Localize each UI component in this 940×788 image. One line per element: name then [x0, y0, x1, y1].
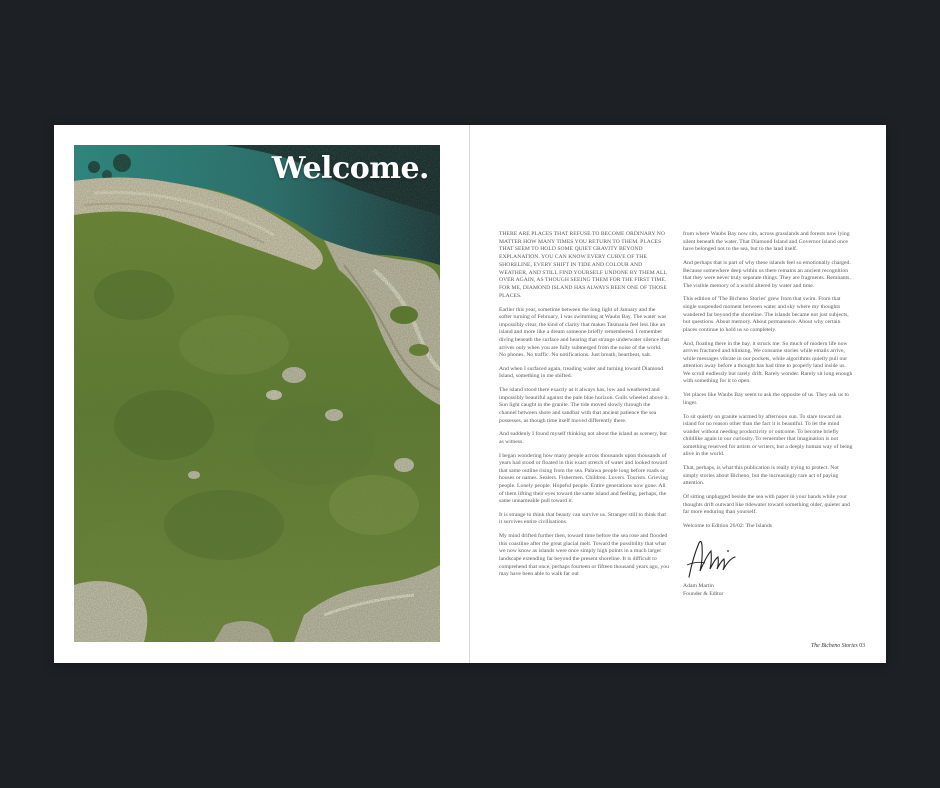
right-page: [470, 125, 886, 663]
article-paragraph: My mind drifted further then, toward time before the sea rose and flooded this coastline after the great glacial melt. Toward the possibility that what we now know as islands were once simply high points in a much larger landscape extending far beyond the present shoreline. It is difficult to comprehend that once, perhaps fourteen or fifteen thousand years ago, you may have been able to walk far out: [499, 533, 669, 578]
edition-welcome-line: Welcome to Edition 26/02: The Islands: [683, 523, 772, 529]
article-paragraph: Of sitting unplugged beside the sea with paper in your hands while your thoughts drift outward like tidewater toward something older, quieter and far more enduring than yourself.: [683, 494, 850, 516]
article-paragraph: And perhaps that is part of why these islands feel so emotionally charged. Because somewhere deep within us there remains an ancient recognition that they were never truly separate things. They are fragments. Remnants. The visible memory of a world altered by water and time.: [683, 259, 851, 289]
author-byline: [683, 583, 853, 599]
signature-icon: [683, 537, 743, 581]
aerial-image: [74, 145, 440, 642]
article-paragraph: It is strange to think that beauty can survive us. Stranger still to think that it survives entire civilisations.: [499, 511, 666, 526]
article-paragraph: And when I surfaced again, treading water and turning toward Diamond Island, something in me shifted.: [499, 365, 664, 380]
article-paragraph: I began wondering how many people across thousands upon thousands of years had stood or floated in this exact stretch of water and looked toward that same outline rising from the sea. Palawa people long before roads or houses or names. Sealers. Fishermen. Children. Lovers. Tourists. Grieving people. Lonely people. Hopeful people. Entire generations now gone. All of them lifting their eyes toward the same island and feeling, perhaps, the same unnameable pull toward it.: [499, 452, 669, 505]
signature: [683, 537, 853, 581]
article-column-2: [683, 231, 853, 641]
article-paragraph: This edition of 'The Bicheno Stories' grew from that swim. From that single suspended moment between water and sky where my thoughts wandered far beyond the shoreline. The islands became not just subjects, but questions. About memory. About permanence. About why certain places continue to hold us so completely.: [683, 296, 849, 333]
publication-name: The Bicheno Stories: [811, 643, 858, 649]
article-lead-paragraph: THERE ARE PLACES THAT REFUSE TO BECOME ORDINARY NO MATTER HOW MANY TIMES YOU RETURN TO THEM. PLACES THAT SEEM TO HOLD SOME QUIET GRAVITY BEYOND EXPLANATION. YOU CAN KNOW EVERY CURVE OF THE SHORELINE, EVERY SHIFT IN TIDE AND COLOUR AND WEATHER, AND STILL FIND YOURSELF UNDONE BY THEM ALL OVER AGAIN, AS THOUGH SEEING THEM FOR THE FIRST TIME. FOR ME, DIAMOND ISLAND HAS ALWAYS BEEN ONE OF THOSE PLACES.: [499, 231, 667, 299]
article-paragraph: The island stood there exactly as it always has, low and weathered and impossibly beautiful against the pale blue horizon. Gulls wheeled above it. Sun light caught in the granite. The tide moved slowly through the channel between shore and sandbar with that ancient patience the sea possesses, as though time itself moved differently there.: [499, 387, 669, 424]
article-paragraph: from where Waubs Bay now sits, across grasslands and forests now lying silent beneath the water. That Diamond Island and Governor Island once have belonged not to the sea, but to the land itself.: [683, 231, 850, 253]
left-page: [54, 125, 470, 663]
page-number: 03: [859, 643, 865, 649]
editorial-article: [499, 231, 853, 641]
article-paragraph: That, perhaps, is what this publication is really trying to protect. Not simply stories about Bicheno, but the increasingly rare act of paying attention.: [683, 465, 839, 487]
welcome-headline: Welcome.: [271, 151, 429, 186]
article-paragraph: Yet places like Waubs Bay seem to ask the opposite of us. They ask us to linger.: [683, 392, 849, 406]
aerial-coast-photo: [74, 145, 440, 642]
article-paragraph: Earlier this year, sometime between the long light of January and the softer turning of February, I was swimming at Waubs Bay. The water was impossibly clear, the kind of clarity that makes Tasmania feel less like an island and more like a dream someone briefly remembered. I remember diving beneath the surface and hearing that strange underwater silence that arrives only when you are fully submerged from the noise of the world. No phones. No traffic. No notifications. Just breath, heartbeat, salt.: [499, 306, 669, 359]
article-paragraph: To sit quietly on granite warmed by afternoon sun. To stare toward an island for no reason other than the fact it is beautiful. To let the mind wander without needing productivity or outcome. To become briefly childlike again in our curiosity. To remember that imagination is not something reserved for artists or writers, but a deeply human way of being alive in the world.: [683, 413, 853, 458]
article-paragraph: And suddenly I found myself thinking not about the island as scenery, but as witness.: [499, 431, 667, 445]
article-paragraph: And, floating there in the bay, it struck me: So much of modern life now arrives fractured and blinking. We consume stories while emails arrive, while messages vibrate in our pockets, while algorithms quietly pull our attention away before a thought has had time to properly land inside us. We scroll endlessly but rarely drift. Rarely wonder. Rarely sit long enough with something for it to open.: [683, 340, 853, 385]
author-role: Founder & Editor: [683, 590, 724, 597]
magazine-spread: [54, 125, 886, 663]
article-column-1: [499, 231, 669, 641]
page-folio: [811, 643, 865, 649]
author-name: Adam Martin: [683, 582, 714, 589]
